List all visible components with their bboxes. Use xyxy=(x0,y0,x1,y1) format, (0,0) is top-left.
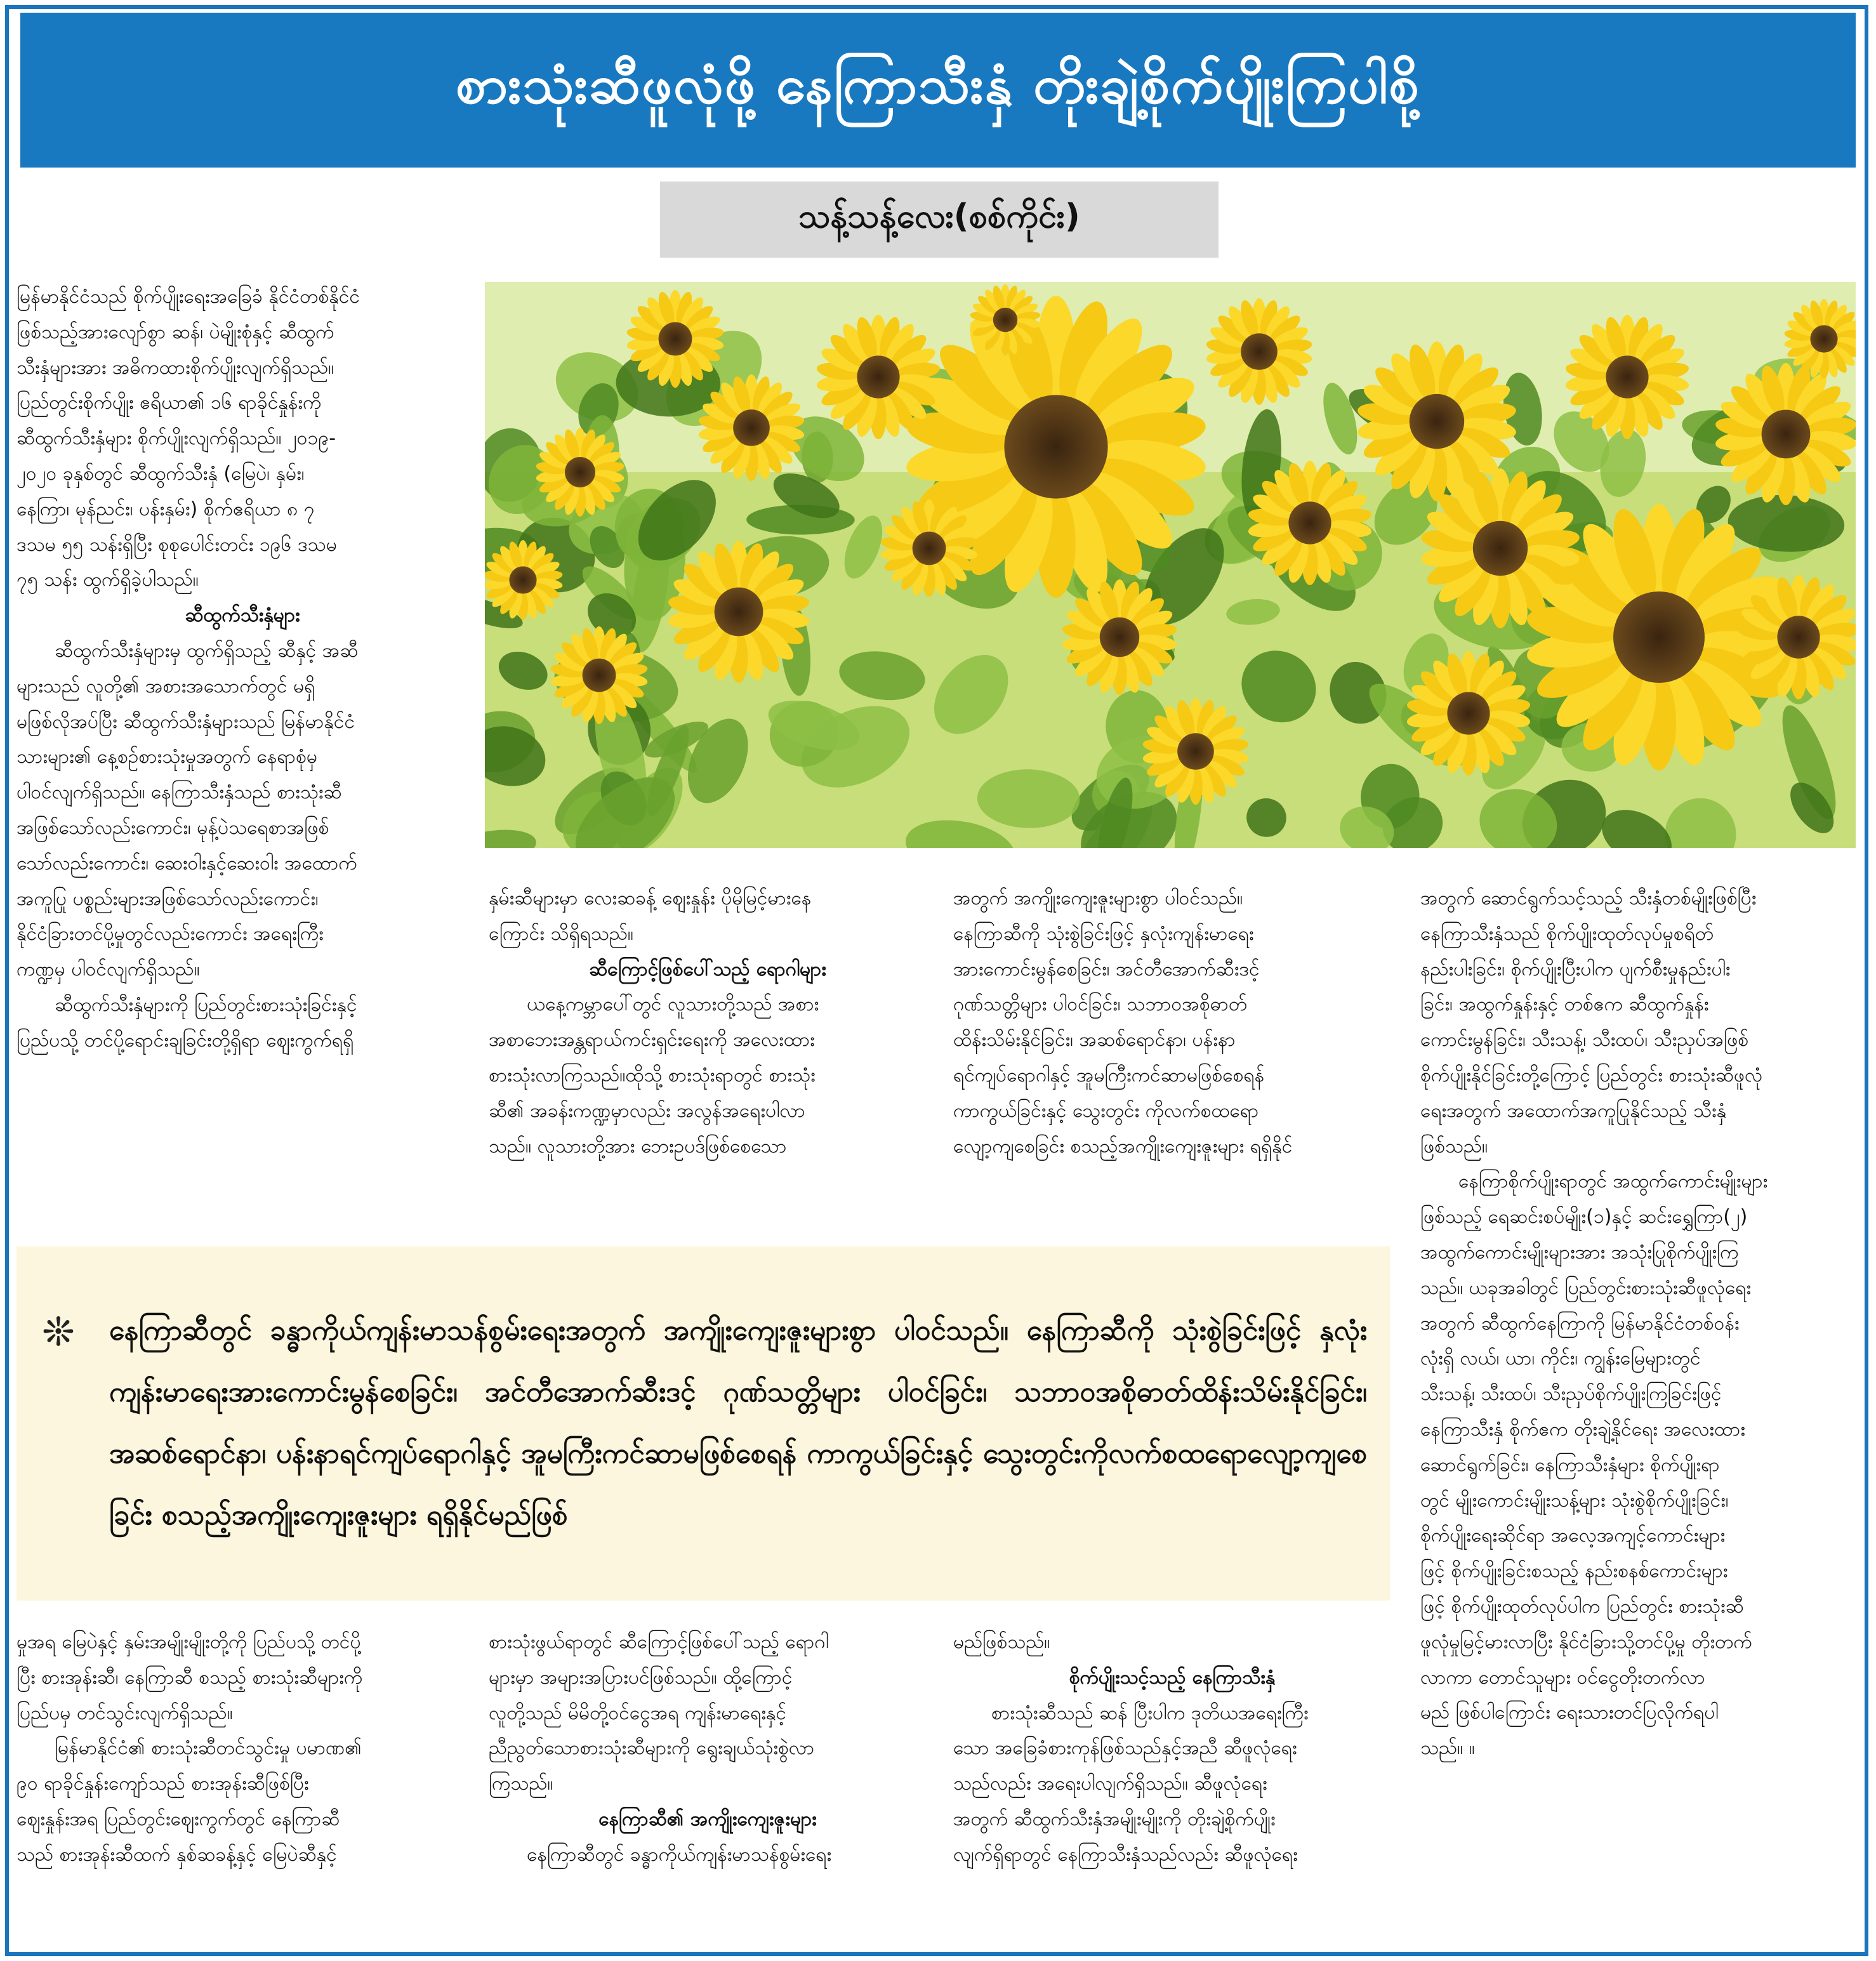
text-line: လာကာ တောင်သူများ ဝင်ငွေတိုးတက်လာ xyxy=(1420,1666,1705,1689)
text-line: နည်းပါးခြင်း၊ စိုက်ပျိုးပြီးပါက ပျက်စီးမှုနည်းပါး xyxy=(1420,958,1731,980)
text-line: ဖြစ်သည့်အားလျော်စွာ ဆန်၊ ပဲမျိုးစုံနှင့် ဆီထွက် xyxy=(17,320,334,343)
text-line: ဖြင့် စိုက်ပျိုးခြင်းစသည့် နည်းစနစ်ကောင်းများ xyxy=(1420,1560,1728,1583)
text-line: ဈေးနှုန်းအရ ပြည်တွင်းဈေးကွက်တွင် နေကြာဆီ xyxy=(17,1807,340,1830)
text-line: ထိန်းသိမ်းနိုင်ခြင်း၊ အဆစ်ရောင်နာ၊ ပန်းနာ xyxy=(953,1029,1236,1052)
text-line: ကောင်းမွန်ခြင်း၊ သီးသန့်၊ သီးထပ်၊ သီးညှပ်အဖြစ် xyxy=(1420,1029,1749,1052)
text-line: ဖြစ်သည့် ရေဆင်းစပ်မျိုး(၁)နှင့် ဆင်းရွှေကြာ(၂) xyxy=(1420,1206,1748,1229)
text-line: နေကြာဆီကို သုံးစွဲခြင်းဖြင့် နှလုံးကျန်းမာရေး xyxy=(953,922,1254,945)
text-line: ကြောင်း သိရှိရသည်။ xyxy=(489,922,633,945)
paragraph-line: စားသုံးဆီသည် ဆန် ပြီးပါက ဒုတိယအရေးကြီး xyxy=(991,1701,1309,1724)
paragraph-line: ယနေ့ကမ္ဘာပေါ်တွင် လူသားတို့သည် အစား xyxy=(527,993,819,1016)
article-title: စားသုံးဆီဖူလုံဖို့ နေကြာသီးနှံ တိုးချဲ့စိုက်ပျိုးကြပါစို့ xyxy=(456,53,1420,116)
text-line: ကဏ္ဍမှ ပါဝင်လျက်ရှိသည်။ xyxy=(17,958,200,981)
text-line: ဂုဏ်သတ္တိများ ပါဝင်ခြင်း၊ သဘာဝအစိုဓာတ် xyxy=(953,993,1248,1016)
text-line: ဒသမ ၅၅ သန်းရှိပြီး စုစုပေါင်းတင်း ၁၉၆ ဒသမ xyxy=(17,533,337,556)
sunflower-illustration xyxy=(485,282,1856,848)
text-line: အထွက်ကောင်းမျိုးများအား အသုံးပြုစိုက်ပျိုးကြ xyxy=(1420,1241,1739,1264)
text-line: နေကြာ၊ မုန်ညင်း၊ ပန်းနှမ်း) စိုက်ဧရိယာ ၈ ၇ xyxy=(17,498,315,520)
text-line: အတွက် ဆောင်ရွက်သင့်သည့် သီးနှံတစ်မျိုးဖြစ်ပြီး xyxy=(1420,887,1757,909)
text-line: အတွက် အကျိုးကျေးဇူးများစွာ ပါဝင်သည်။ xyxy=(953,887,1243,909)
text-line: အားကောင်းမွန်စေခြင်း၊ အင်တီအောက်ဆီးဒင့် xyxy=(953,958,1260,980)
text-line: သည်။ ယခုအခါတွင် ပြည်တွင်းစားသုံးဆီဖူလုံရေး xyxy=(1420,1276,1752,1299)
sunflower-photo xyxy=(485,282,1856,848)
text-line: မြန်မာနိုင်ငံသည် စိုက်ပျိုးရေးအခြေခံ နိုင်ငံတစ်နိုင်ငံ xyxy=(17,286,360,308)
text-line: များမှာ အများအပြားပင်ဖြစ်သည်။ ထို့ကြောင့် xyxy=(489,1666,793,1689)
text-line: နှမ်းဆီများမှာ လေးဆခန့် ဈေးနှုန်း ပိုမိုမြင့်မားနေ xyxy=(489,887,812,909)
column-3-bottom xyxy=(953,1625,1391,1873)
text-line: စားသုံးလာကြသည်။ထိုသို့ စားသုံးရာတွင် စားသုံး xyxy=(489,1064,816,1086)
text-line: ၂၀၂၀ ခုနှစ်တွင် ဆီထွက်သီးနှံ (မြေပဲ၊ နှမ်း၊ xyxy=(17,462,305,485)
paragraph-line: နေကြာစိုက်ပျိုးရာတွင် အထွက်ကောင်းမျိုးများ xyxy=(1458,1170,1768,1193)
text-line: သည်။ လူသားတို့အား ဘေးဥပဒ်ဖြစ်စေသော xyxy=(489,1135,787,1158)
text-line: လျော့ကျစေခြင်း စသည့်အကျိုးကျေးဇူးများ ရရှိနိုင် xyxy=(953,1135,1293,1158)
text-line: ဆီ၏ အခန်းကဏ္ဍမှာလည်း အလွန်အရေးပါလာ xyxy=(489,1099,805,1122)
text-line: အကူပြု ပစ္စည်းများအဖြစ်သော်လည်းကောင်း၊ xyxy=(17,887,319,910)
text-line: လုံးရှိ လယ်၊ ယာ၊ ကိုင်း၊ ကျွန်းမြေများတွင် xyxy=(1420,1347,1701,1370)
text-line: ဖြစ်သည်။ xyxy=(1420,1135,1488,1158)
paragraph-line: မြန်မာနိုင်ငံ၏ စားသုံးဆီတင်သွင်းမှု ပမာဏ၏ xyxy=(55,1737,362,1760)
text-line: မည်ဖြစ်သည်။ xyxy=(953,1631,1050,1653)
author-byline: သန့်သန့်လေး(စစ်ကိုင်း) xyxy=(660,182,1219,258)
text-line: ဖြင့် စိုက်ပျိုးထုတ်လုပ်ပါက ပြည်တွင်း စားသုံးဆီ xyxy=(1420,1595,1744,1618)
subheading: ဆီထွက်သီးနှံများ xyxy=(185,604,300,627)
headline-banner xyxy=(20,13,1856,168)
text-line: လူတို့သည် မိမိတို့ဝင်ငွေအရ ကျန်းမာရေးနှင့် xyxy=(489,1701,787,1724)
subheading: ဆီကြောင့်ဖြစ်ပေါ်သည့် ရောဂါများ xyxy=(589,958,826,980)
text-line: စားသုံးဖွယ်ရာတွင် ဆီကြောင့်ဖြစ်ပေါ်သည့် ရောဂါ xyxy=(489,1631,829,1653)
column-4 xyxy=(1420,881,1858,1766)
text-line: မည် ဖြစ်ပါကြောင်း ရေးသားတင်ပြလိုက်ရပါ xyxy=(1420,1701,1719,1724)
column-1-bottom xyxy=(17,1625,468,1873)
text-line: ခြင်း၊ အထွက်နှုန်းနှင့် တစ်ဧက ဆီထွက်နှုန်း xyxy=(1420,993,1709,1016)
text-line: စိုက်ပျိုးရေးဆိုင်ရာ အလေ့အကျင့်ကောင်းများ xyxy=(1420,1524,1726,1547)
text-line: ကာကွယ်ခြင်းနှင့် သွေးတွင်း ကိုလက်စထရော xyxy=(953,1099,1259,1122)
text-line: ပြည်ပမှ တင်သွင်းလျက်ရှိသည်။ xyxy=(17,1701,233,1724)
text-line: စိုက်ပျိုးနိုင်ခြင်းတို့ကြောင့် ပြည်တွင်း စားသုံးဆီဖူလုံ xyxy=(1420,1064,1763,1086)
text-line: အစာဘေးအန္တရာယ်ကင်းရှင်းရေးကို အလေးထား xyxy=(489,1029,815,1052)
text-line: လျက်ရှိရာတွင် နေကြာသီးနှံသည်လည်း ဆီဖူလုံရေး xyxy=(953,1843,1298,1866)
text-line: ပြည်တွင်းစိုက်ပျိုး ဧရိယာ၏ ၁၆ ရာခိုင်နှုန်းကို xyxy=(17,392,322,414)
text-line: အတွက် ဆီထွက်သီးနှံအမျိုးမျိုးကို တိုးချဲ့စိုက်ပျိုး xyxy=(953,1807,1276,1830)
text-line: ရင်ကျပ်ရောဂါနှင့် အူမကြီးကင်ဆာမဖြစ်စေရန် xyxy=(953,1064,1265,1086)
paragraph-line: နေကြာဆီတွင် ခန္ဓာကိုယ်ကျန်းမာသန်စွမ်းရေး xyxy=(527,1843,832,1866)
text-line: သော အခြေခံစားကုန်ဖြစ်သည်နှင့်အညီ ဆီဖူလုံရေး xyxy=(953,1737,1297,1760)
column-1-top xyxy=(17,279,468,1059)
text-line: ၉၀ ရာခိုင်နှုန်းကျော်သည် စားအုန်းဆီဖြစ်ပြီး xyxy=(17,1773,309,1795)
text-line: ကြသည်။ xyxy=(489,1773,553,1795)
subheading: နေကြာဆီ၏ အကျိုးကျေးဇူးများ xyxy=(598,1807,817,1830)
text-line: အဖြစ်သော်လည်းကောင်း၊ မုန့်ပဲသရေစာအဖြစ် xyxy=(17,816,329,839)
column-2-top xyxy=(489,881,927,1164)
text-line: ဆီထွက်သီးနှံများ စိုက်ပျိုးလျက်ရှိသည်။ ၂၀၁၉- xyxy=(17,427,336,450)
text-line: ၇၅ သန်း ထွက်ရှိခဲ့ပါသည်။ xyxy=(17,569,199,591)
text-line: သီးနှံများအား အဓိကထားစိုက်ပျိုးလျက်ရှိသည်။ xyxy=(17,356,334,379)
subheading: စိုက်ပျိုးသင့်သည့် နေကြာသီးနှံ xyxy=(1069,1666,1276,1689)
text-line: ညီညွတ်သောစားသုံးဆီများကို ရွေးချယ်သုံးစွဲလာ xyxy=(489,1737,815,1760)
text-line: သော်လည်းကောင်း၊ ဆေးဝါးနှင့်ဆေးဝါး အထောက် xyxy=(17,852,357,875)
column-2-bottom xyxy=(489,1625,927,1873)
text-line: သည်လည်း အရေးပါလျက်ရှိသည်။ ဆီဖူလုံရေး xyxy=(953,1773,1267,1795)
text-line: နေကြာသီးနှံ စိုက်ဧက တိုးချဲ့နိုင်ရေး အလေးထား xyxy=(1420,1418,1745,1441)
text-line: မဖြစ်လိုအပ်ပြီး ဆီထွက်သီးနှံများသည် မြန်မာနိုင်ငံ xyxy=(17,710,355,733)
text-line: ဖူလုံမှုမြင့်မားလာပြီး နိုင်ငံခြားသို့တင်ပို့မှု တိုးတက် xyxy=(1420,1630,1752,1653)
asterisk-icon: ❊ xyxy=(42,1309,75,1355)
text-line: ပြည်ပသို့ တင်ပို့ရောင်းချခြင်းတို့ရှိရာ ဈေးကွက်ရရှိ xyxy=(17,1029,354,1052)
pull-quote-text: နေကြာဆီတွင် ခန္ဓာကိုယ်ကျန်းမာသန်စွမ်းရေးအတွက် အကျိုးကျေးဇူးများစွာ ပါဝင်သည်။ နေကြာဆီကို သုံးစွဲခြင်းဖြင့် နှလုံးကျန်းမာရေးအားကောင်းမွန်စေခြင်း၊ အင်တီအောက်ဆီးဒင့် ဂုဏ်သတ္တိများ ပါဝင်ခြင်း၊ သဘာဝအစိုဓာတ်ထိန်းသိမ်းနိုင်ခြင်း၊ အဆစ်ရောင်နာ၊ ပန်းနာရင်ကျပ်ရောဂါနှင့် အူမကြီးကင်ဆာမဖြစ်စေရန် ကာကွယ်ခြင်းနှင့် သွေးတွင်းကိုလက်စထရောလျော့ကျစေခြင်း စသည့်အကျိုးကျေးဇူးများ ရရှိနိုင်မည်ဖြစ် xyxy=(109,1314,1367,1531)
paragraph-line: ဆီထွက်သီးနှံများမှ ထွက်ရှိသည့် ဆီနှင့် အဆီ xyxy=(55,639,359,662)
text-line: နိုင်ငံခြားတင်ပို့မှုတွင်လည်းကောင်း အရေးကြီး xyxy=(17,923,324,946)
text-line: မှုအရ မြေပဲနှင့် နှမ်းအမျိုးမျိုးတို့ကို ပြည်ပသို့ တင်ပို့ xyxy=(17,1631,361,1653)
text-line: အတွက် ဆီထွက်နေကြာကို မြန်မာနိုင်ငံတစ်ဝန်း xyxy=(1420,1312,1740,1335)
text-line: ပြီး စားအုန်းဆီ၊ နေကြာဆီ စသည့် စားသုံးဆီများကို xyxy=(17,1666,363,1689)
text-line: များသည် လူတို့၏ အစားအသောက်တွင် မရှိ xyxy=(17,675,315,697)
pull-quote xyxy=(17,1246,1390,1601)
text-line: သီးသန့်၊ သီးထပ်၊ သီးညှပ်စိုက်ပျိုးကြခြင်းဖြင့် xyxy=(1420,1383,1722,1406)
text-line: ဆောင်ရွက်ခြင်း၊ နေကြာသီးနှံများ စိုက်ပျိုးရာ xyxy=(1420,1453,1720,1476)
text-line: သည် စားအုန်းဆီထက် နှစ်ဆခန့်နှင့် မြေပဲဆီနှင့် xyxy=(17,1843,337,1866)
text-line: နေကြာသီးနှံသည် စိုက်ပျိုးထုတ်လုပ်မှုစရိတ် xyxy=(1420,922,1714,945)
text-line: ရေးအတွက် အထောက်အကူပြုနိုင်သည့် သီးနှံ xyxy=(1420,1099,1727,1122)
text-line: တွင် မျိုးကောင်းမျိုးသန့်များ သုံးစွဲစိုက်ပျိုးခြင်း၊ xyxy=(1420,1489,1729,1512)
text-line: ပါဝင်လျက်ရှိသည်။ နေကြာသီးနှံသည် စားသုံးဆီ xyxy=(17,781,342,804)
column-3-top xyxy=(953,881,1391,1164)
text-line: သားများ၏ နေ့စဉ်စားသုံးမှုအတွက် နေရာစုံမှ xyxy=(17,746,317,769)
text-line: သည်။ ။ xyxy=(1420,1737,1475,1760)
paragraph-line: ဆီထွက်သီးနှံများကို ပြည်တွင်းစားသုံးခြင်းနှင့် xyxy=(55,993,357,1016)
